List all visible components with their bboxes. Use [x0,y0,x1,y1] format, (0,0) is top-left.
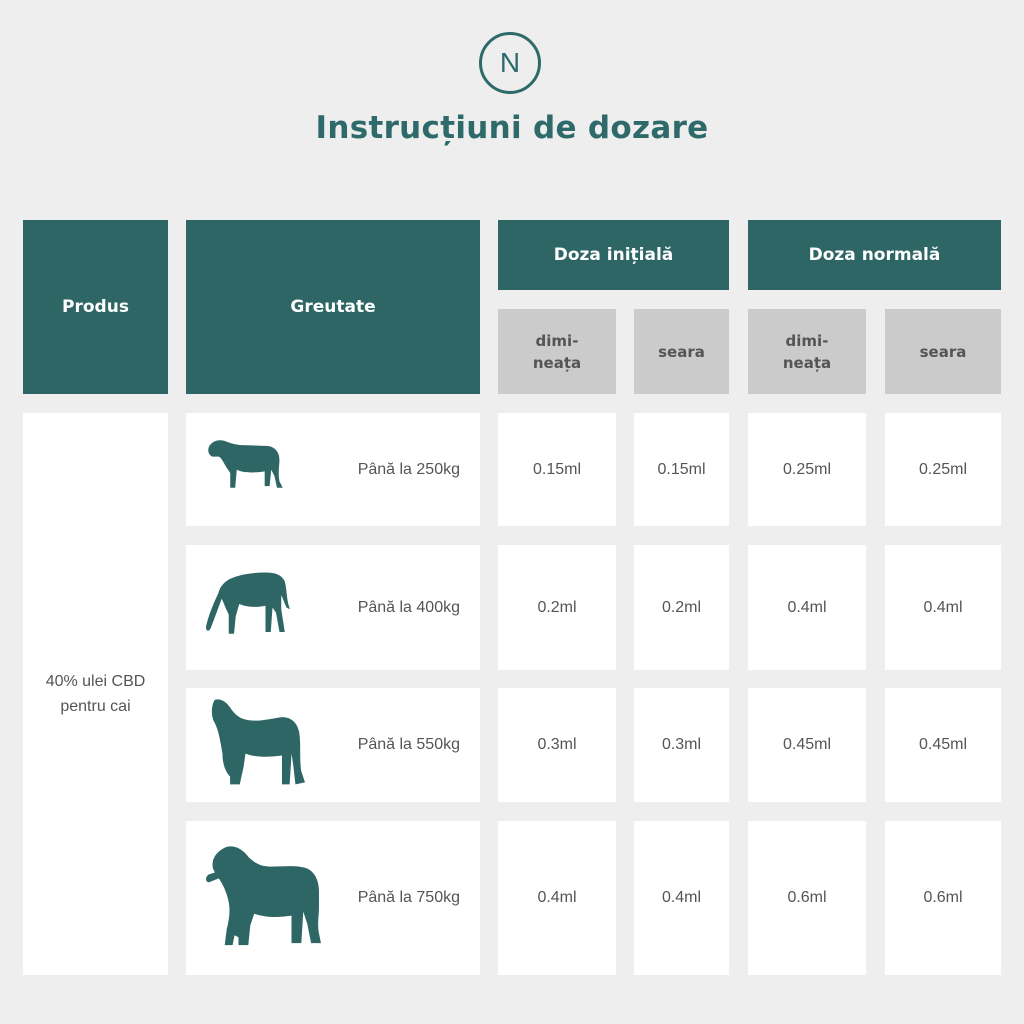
pony-horse-icon [204,435,286,493]
product-name: 40% ulei CBD pentru cai [45,673,146,715]
brand-logo [479,32,541,94]
normal-morning-dose: 0.25ml [748,413,866,526]
normal-evening-dose: 0.6ml [885,821,1001,975]
header-initial-dose-label: Doza inițială [553,245,674,265]
grazing-horse-icon [204,569,292,639]
normal-evening-dose: 0.4ml [885,545,1001,670]
initial-morning-dose: 0.3ml [498,688,616,802]
header-weight [186,220,480,394]
header-product [23,220,168,394]
normal-morning-dose: 0.45ml [748,688,866,802]
subheader-initial-morning [498,309,616,394]
subheader-normal-morning [748,309,866,394]
page-title: Instrucțiuni de dozare [315,110,709,146]
subheader-normal-evening-label: seara [919,342,967,361]
subheader-normal-evening [885,309,1001,394]
initial-evening-dose: 0.3ml [634,688,729,802]
header-initial-dose [498,220,729,290]
subheader-normal-morning-label: dimi- neața [782,331,832,372]
header-weight-label: Greutate [290,297,376,317]
subheader-initial-evening-label: seara [658,342,705,361]
subheader-initial-morning-label: dimi- neața [532,331,582,372]
header-normal-dose [748,220,1001,290]
weight-cell [186,821,480,975]
cob-horse-icon [208,696,306,792]
weight-cell [186,688,480,802]
weight-cell [186,545,480,670]
draft-horse-icon [204,843,324,951]
initial-evening-dose: 0.15ml [634,413,729,526]
normal-evening-dose: 0.45ml [885,688,1001,802]
subheader-initial-evening [634,309,729,394]
initial-morning-dose: 0.2ml [498,545,616,670]
initial-evening-dose: 0.2ml [634,545,729,670]
weight-cell [186,413,480,526]
initial-morning-dose: 0.4ml [498,821,616,975]
header-normal-dose-label: Doza normală [808,245,941,265]
header-product-label: Produs [62,297,129,317]
initial-morning-dose: 0.15ml [498,413,616,526]
weight-label: Până la 250kg [357,460,460,478]
product-cell [23,413,168,975]
initial-evening-dose: 0.4ml [634,821,729,975]
normal-evening-dose: 0.25ml [885,413,1001,526]
brand-logo-letter: N [499,47,521,78]
weight-label: Până la 400kg [357,598,460,616]
normal-morning-dose: 0.6ml [748,821,866,975]
weight-label: Până la 750kg [357,889,460,906]
normal-morning-dose: 0.4ml [748,545,866,670]
weight-label: Până la 550kg [357,736,460,753]
